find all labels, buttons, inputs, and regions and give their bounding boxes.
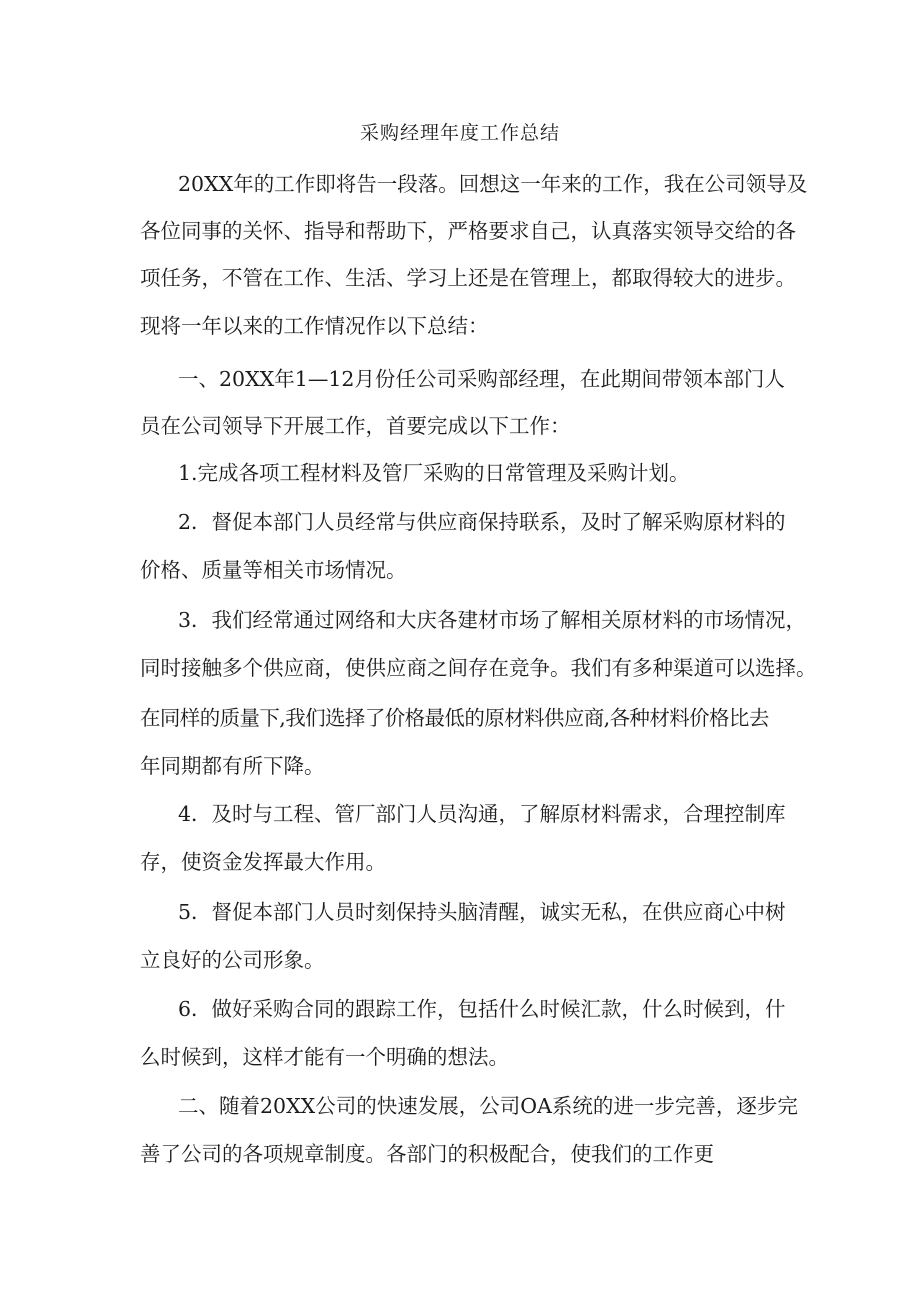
text-line: 2．督促本部门人员经常与供应商保持联系，及时了解采购原材料的 bbox=[178, 510, 786, 534]
text-line: 立良好的公司形象。 bbox=[140, 948, 325, 972]
text-line: 1.完成各项工程材料及管厂采购的日常管理及采购计划。 bbox=[178, 461, 690, 485]
document-title: 采购经理年度工作总结 bbox=[359, 122, 560, 144]
text-line: 6．做好采购合同的跟踪工作，包括什么时候汇款，什么时候到，什 bbox=[178, 997, 786, 1021]
text-line: 5．督促本部门人员时刻保持头脑清醒，诚实无私，在供应商心中树 bbox=[178, 900, 786, 924]
text-line: 4．及时与工程、管厂部门人员沟通，了解原材料需求，合理控制库 bbox=[178, 802, 786, 826]
text-line: 一、20XX年1—12月份任公司采购部经理，在此期间带领本部门人 bbox=[178, 367, 785, 391]
text-line: 员在公司领导下开展工作，首要完成以下工作： bbox=[140, 414, 571, 438]
text-line: 价格、质量等相关市场情况。 bbox=[140, 558, 407, 582]
text-line: 现将一年以来的工作情况作以下总结： bbox=[140, 314, 489, 338]
text-line: 20XX年的工作即将告一段落。回想这一年来的工作，我在公司领导及 bbox=[178, 172, 808, 196]
text-line: 项任务，不管在工作、生活、学习上还是在管理上，都取得较大的进步。 bbox=[140, 266, 796, 290]
text-line: 同时接触多个供应商，使供应商之间存在竞争。我们有多种渠道可以选择。 bbox=[140, 656, 817, 680]
text-line: 二、随着20XX公司的快速发展，公司OA系统的进一步完善，逐步完 bbox=[178, 1094, 798, 1118]
text-line: 各位同事的关怀、指导和帮助下，严格要求自己，认真落实领导交给的各 bbox=[140, 219, 796, 243]
text-line: 善了公司的各项规章制度。各部门的积极配合，使我们的工作更 bbox=[140, 1142, 714, 1166]
text-line: 在同样的质量下,我们选择了价格最低的原材料供应商,各种材料价格比去 bbox=[140, 706, 769, 730]
text-line: 3．我们经常通过网络和大庆各建材市场了解相关原材料的市场情况， bbox=[178, 608, 807, 632]
text-line: 存，使资金发挥最大作用。 bbox=[140, 850, 386, 874]
text-line: 年同期都有所下降。 bbox=[140, 754, 325, 778]
text-line: 么时候到，这样才能有一个明确的想法。 bbox=[140, 1045, 509, 1069]
